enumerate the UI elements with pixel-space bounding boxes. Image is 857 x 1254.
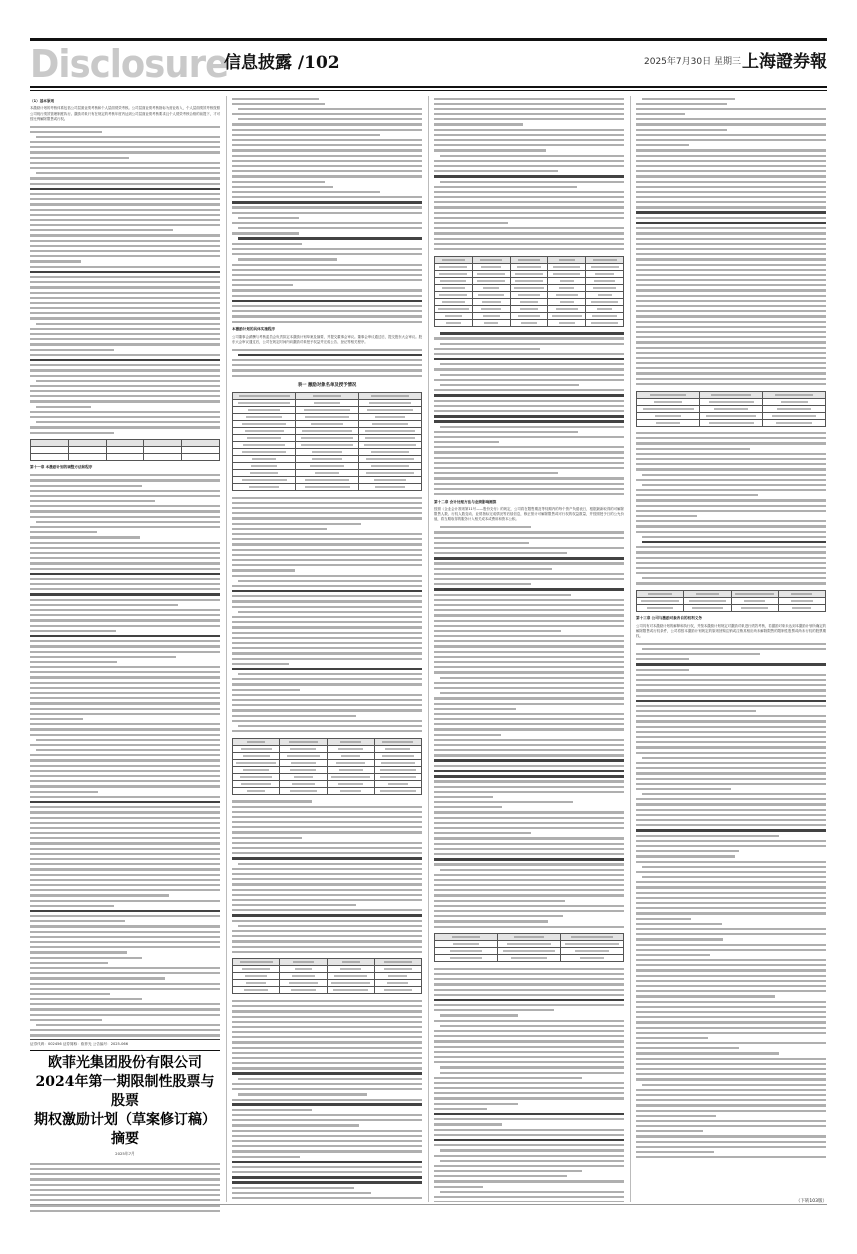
table-cell	[233, 980, 280, 987]
table-cell	[472, 319, 510, 326]
table-cell	[296, 400, 359, 407]
table-cell	[700, 412, 763, 419]
table-cell	[435, 948, 498, 955]
header-rule	[30, 86, 827, 88]
table-cell	[233, 959, 280, 966]
text-line	[30, 430, 220, 435]
table-cell	[548, 291, 586, 298]
text-column-3	[434, 96, 624, 1202]
table-cell	[359, 414, 422, 421]
table-cell	[233, 484, 296, 491]
table-cell	[510, 319, 548, 326]
table-cell	[233, 973, 280, 980]
table-cell	[359, 477, 422, 484]
table-cell	[280, 980, 327, 987]
table-cell	[327, 987, 374, 994]
body-text-block	[636, 641, 826, 1160]
table-cell	[359, 393, 422, 400]
table-cell	[327, 787, 374, 794]
column-divider	[226, 96, 227, 1202]
table-cell	[296, 442, 359, 449]
table-cell	[374, 787, 421, 794]
table-cell	[510, 312, 548, 319]
table-cell	[327, 980, 374, 987]
body-text-block	[434, 525, 624, 930]
table-cell	[700, 398, 763, 405]
table-cell	[233, 987, 280, 994]
table-cell	[586, 312, 624, 319]
table-cell	[233, 752, 280, 759]
table-cell	[637, 591, 684, 598]
table-cell	[327, 752, 374, 759]
table-cell	[233, 463, 296, 470]
body-text-block	[636, 96, 826, 387]
text-line	[636, 381, 826, 386]
table-cell	[233, 780, 280, 787]
table-cell	[280, 966, 327, 973]
table-cell	[233, 477, 296, 484]
text-column-1	[30, 96, 220, 1040]
table-cell	[435, 270, 473, 277]
table-cell	[233, 435, 296, 442]
body-text-block	[232, 347, 422, 378]
text-column-2	[232, 96, 422, 1202]
text-line	[232, 373, 422, 378]
table-cell	[296, 407, 359, 414]
table-cell	[374, 780, 421, 787]
table-cell	[374, 959, 421, 966]
table-cell	[498, 948, 561, 955]
paragraph: 本激励计划的考核体系包括公司层面业绩考核和个人层面绩效考核。公司层面业绩考核指标为营业收入，个人层面绩效考核按照公司现行绩效管理制度执行。激励对象只有在规定的考核年度内达到公司层面业绩考核要求且个人绩效考核合格的前提下，才可按比例解除限售或行权。	[30, 106, 220, 121]
table-cell	[374, 987, 421, 994]
table-cell	[700, 419, 763, 426]
body-text-block	[232, 799, 422, 955]
table-cell	[359, 435, 422, 442]
masthead	[30, 44, 827, 84]
table-cell	[327, 959, 374, 966]
table-cell	[637, 419, 700, 426]
table-cell	[763, 419, 826, 426]
announcement-date: 2025年7月	[115, 1151, 135, 1157]
table-cell	[586, 305, 624, 312]
table-cell	[359, 442, 422, 449]
table-cell	[763, 391, 826, 398]
data-table	[30, 439, 220, 461]
stock-code-line: 证券代码：002456 证券简称：欧菲光 公告编号：2025-066	[30, 1042, 128, 1046]
table-cell	[548, 284, 586, 291]
table-cell	[684, 605, 731, 612]
table-caption: 表一 激励对象名单及授予情况	[297, 383, 357, 389]
table-cell	[327, 973, 374, 980]
table-cell	[548, 263, 586, 270]
text-line	[232, 729, 422, 734]
text-column-4	[636, 96, 826, 1202]
table-cell	[435, 312, 473, 319]
table-cell	[510, 277, 548, 284]
table-cell	[280, 787, 327, 794]
table-cell	[359, 449, 422, 456]
section-wordmark: Disclosure	[30, 42, 229, 86]
table-cell	[637, 412, 700, 419]
text-line	[434, 924, 624, 929]
table-cell	[374, 745, 421, 752]
table-cell	[296, 428, 359, 435]
table-cell	[731, 605, 778, 612]
paragraph: 公司董事会薪酬与考核委员会负责拟定本激励计划草案及摘要，并提交董事会审议。董事会审议通过后，提交股东大会审议。股东大会审议通过后，公司在规定时间内向激励对象授予权益并完成公告、登记等相关程序。	[232, 334, 422, 344]
data-table	[434, 933, 624, 962]
table-cell	[548, 270, 586, 277]
table-cell	[472, 312, 510, 319]
table-cell	[280, 773, 327, 780]
table-cell	[586, 298, 624, 305]
table-cell	[280, 759, 327, 766]
text-line	[232, 319, 422, 324]
table-cell	[327, 966, 374, 973]
table-cell	[778, 605, 825, 612]
table-cell	[296, 421, 359, 428]
company-name: 欧菲光集团股份有限公司	[48, 1055, 202, 1072]
table-cell	[561, 955, 624, 962]
column-divider	[630, 96, 631, 1202]
chapter-heading: 第十三章 公司与激励对象各自的权利义务	[636, 616, 702, 621]
table-cell	[327, 773, 374, 780]
body-text-block	[30, 473, 220, 1040]
table-cell	[472, 298, 510, 305]
table-cell	[684, 598, 731, 605]
table-cell	[233, 414, 296, 421]
table-cell	[280, 766, 327, 773]
table-cell	[435, 955, 498, 962]
table-cell	[296, 393, 359, 400]
table-cell	[586, 270, 624, 277]
table-cell	[359, 407, 422, 414]
table-cell	[472, 263, 510, 270]
text-line	[434, 1200, 624, 1202]
body-text-block	[30, 124, 220, 435]
table-cell	[510, 291, 548, 298]
table-cell	[374, 752, 421, 759]
table-cell	[684, 591, 731, 598]
text-line	[232, 1201, 422, 1202]
table-cell	[296, 463, 359, 470]
table-cell	[359, 470, 422, 477]
table-cell	[374, 773, 421, 780]
table-cell	[586, 291, 624, 298]
data-table	[232, 738, 422, 795]
table-cell	[296, 435, 359, 442]
table-cell	[561, 941, 624, 948]
paragraph: 公司具有对本激励计划的解释和执行权，并按本激励计划规定对激励对象进行绩效考核，若激励对象未达到本激励计划所确定的解除限售或行权条件，公司将按本激励计划规定的原则回购注销或注销其相应尚未解除限售的限制性股票或尚未行权的股票期权。	[636, 623, 826, 638]
table-cell	[548, 319, 586, 326]
table-cell	[586, 256, 624, 263]
paragraph-heading: 本激励计划的具体实施程序	[232, 327, 276, 332]
table-cell	[472, 256, 510, 263]
table-cell	[731, 591, 778, 598]
table-cell	[296, 414, 359, 421]
table-cell	[296, 477, 359, 484]
table-cell	[233, 456, 296, 463]
table-cell	[327, 745, 374, 752]
table-cell	[472, 277, 510, 284]
table-cell	[586, 277, 624, 284]
body-text-block	[30, 1161, 220, 1213]
text-line	[30, 1208, 220, 1213]
table-cell	[327, 766, 374, 773]
table-cell	[586, 319, 624, 326]
table-cell	[637, 598, 684, 605]
body-text-block	[232, 96, 422, 324]
table-cell	[359, 456, 422, 463]
text-line	[636, 1155, 826, 1160]
announcement-title-block	[30, 1042, 220, 1202]
table-cell	[374, 980, 421, 987]
table-cell	[359, 428, 422, 435]
table-cell	[374, 766, 421, 773]
table-cell	[435, 263, 473, 270]
body-text-block	[434, 331, 624, 497]
text-line	[30, 1038, 220, 1040]
table-cell	[359, 421, 422, 428]
table-cell	[296, 470, 359, 477]
table-cell	[233, 787, 280, 794]
data-table	[434, 256, 624, 327]
table-cell	[280, 752, 327, 759]
table-cell	[510, 298, 548, 305]
data-table	[232, 392, 422, 491]
issue-date: 2025年7月30日 星期三	[644, 57, 741, 67]
table-cell	[637, 391, 700, 398]
announcement-title-line-1: 2024年第一期限制性股票与股票	[35, 1074, 215, 1110]
announcement-rule	[30, 1050, 220, 1051]
table-cell	[280, 973, 327, 980]
table-cell	[435, 291, 473, 298]
table-cell	[296, 449, 359, 456]
table-cell	[233, 428, 296, 435]
table-cell	[510, 256, 548, 263]
table-cell	[327, 780, 374, 787]
table-cell	[498, 941, 561, 948]
data-table	[636, 391, 826, 427]
table-cell	[763, 398, 826, 405]
text-line	[434, 246, 624, 251]
table-cell	[296, 484, 359, 491]
table-cell	[637, 405, 700, 412]
data-table	[636, 590, 826, 612]
table-cell	[778, 598, 825, 605]
table-cell	[435, 934, 498, 941]
table-cell	[637, 605, 684, 612]
table-cell	[233, 393, 296, 400]
table-cell	[280, 780, 327, 787]
table-cell	[472, 284, 510, 291]
body-text-block	[636, 431, 826, 587]
table-cell	[700, 405, 763, 412]
table-cell	[586, 284, 624, 291]
table-cell	[233, 773, 280, 780]
header-rule-thin	[30, 90, 827, 91]
table-cell	[435, 277, 473, 284]
table-cell	[233, 745, 280, 752]
table-cell	[233, 766, 280, 773]
table-cell	[359, 463, 422, 470]
table-cell	[435, 319, 473, 326]
table-cell	[435, 256, 473, 263]
table-cell	[472, 270, 510, 277]
newspaper-logo: 上海證券報	[742, 52, 827, 72]
table-cell	[280, 987, 327, 994]
data-table	[232, 958, 422, 994]
table-cell	[435, 298, 473, 305]
table-cell	[374, 973, 421, 980]
section-title: 信息披露 /102	[224, 53, 340, 73]
table-cell	[498, 955, 561, 962]
table-cell	[586, 263, 624, 270]
body-text-block	[232, 495, 422, 734]
table-cell	[472, 291, 510, 298]
footer-rule	[30, 1204, 827, 1205]
paragraph: 按照《企业会计准则第11号——股份支付》的规定，公司将在限售期及等待期内的每个资产负债表日，根据最新取得的可解除限售人数、行权人数变动、业绩指标完成情况等后续信息，修正预计可解除限售或可行权的权益数量，并按照授予日的公允价值，将当期取得的服务计入相关成本或费用和资本公积。	[434, 507, 624, 522]
body-text-block	[434, 966, 624, 1202]
table-cell	[561, 934, 624, 941]
table-cell	[510, 305, 548, 312]
table-cell	[374, 966, 421, 973]
table-cell	[510, 263, 548, 270]
table-cell	[435, 284, 473, 291]
table-cell	[435, 941, 498, 948]
table-cell	[233, 470, 296, 477]
paragraph-heading: （1）基本原则	[30, 99, 55, 103]
table-cell	[510, 284, 548, 291]
table-cell	[548, 277, 586, 284]
table-cell	[296, 456, 359, 463]
table-cell	[327, 738, 374, 745]
table-cell	[374, 738, 421, 745]
table-cell	[763, 412, 826, 419]
table-cell	[548, 298, 586, 305]
table-cell	[280, 745, 327, 752]
table-cell	[233, 449, 296, 456]
table-cell	[731, 598, 778, 605]
table-cell	[233, 442, 296, 449]
table-cell	[233, 400, 296, 407]
table-cell	[778, 591, 825, 598]
announcement-title-line-2: 期权激励计划（草案修订稿）摘要	[34, 1112, 216, 1148]
table-cell	[233, 738, 280, 745]
table-cell	[548, 256, 586, 263]
table-cell	[233, 966, 280, 973]
table-cell	[498, 934, 561, 941]
body-text-block	[434, 96, 624, 252]
table-cell	[472, 305, 510, 312]
table-cell	[233, 421, 296, 428]
table-cell	[561, 948, 624, 955]
chapter-heading: 第十二章 会计处理方法与业绩影响测算	[434, 499, 497, 504]
chapter-heading: 第十一章 本激励计划的调整方法和程序	[30, 465, 93, 470]
text-line	[232, 949, 422, 954]
table-cell	[435, 305, 473, 312]
text-line	[434, 491, 624, 496]
column-divider	[428, 96, 429, 1202]
table-cell	[637, 398, 700, 405]
continued-marker: （下转103版）	[795, 1199, 827, 1204]
top-rule	[30, 38, 827, 41]
text-line	[636, 581, 826, 586]
table-cell	[233, 407, 296, 414]
table-cell	[327, 759, 374, 766]
table-cell	[359, 484, 422, 491]
table-cell	[280, 959, 327, 966]
table-cell	[359, 400, 422, 407]
table-cell	[374, 759, 421, 766]
table-cell	[763, 405, 826, 412]
table-cell	[280, 738, 327, 745]
table-cell	[510, 270, 548, 277]
body-text-block	[232, 998, 422, 1202]
table-cell	[700, 391, 763, 398]
table-cell	[548, 305, 586, 312]
table-cell	[233, 759, 280, 766]
table-cell	[548, 312, 586, 319]
